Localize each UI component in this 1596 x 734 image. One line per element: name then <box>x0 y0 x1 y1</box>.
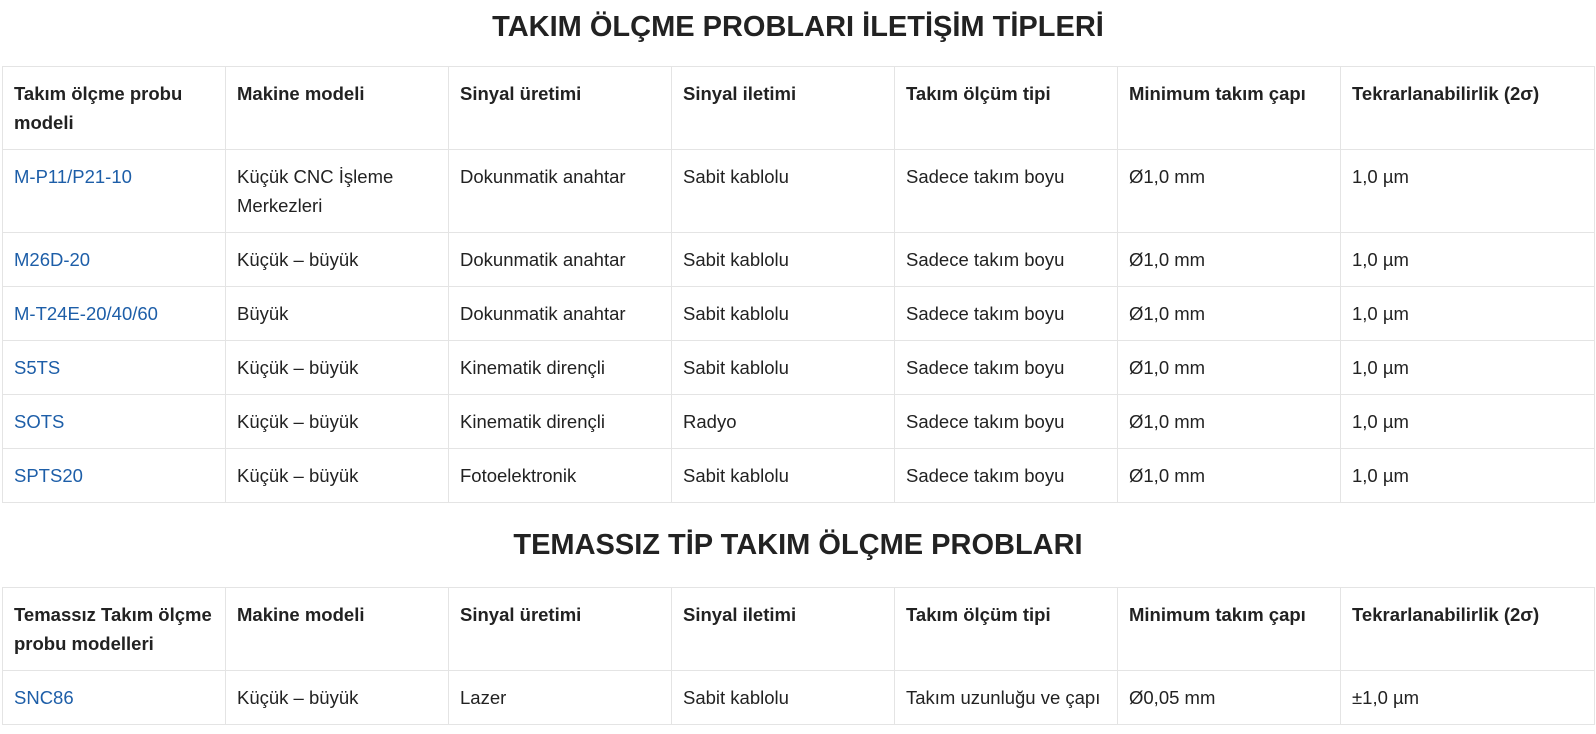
column-header-repeatability: Tekrarlanabilirlik (2σ) <box>1341 67 1595 150</box>
column-header-signal-transmission: Sinyal iletimi <box>672 588 895 671</box>
probe-model-cell <box>3 671 226 725</box>
column-header-signal-generation: Sinyal üretimi <box>449 588 672 671</box>
table-row <box>3 341 1595 395</box>
machine-model-cell: Küçük CNC İşleme Merkezleri <box>226 150 449 233</box>
signal-transmission-cell: Sabit kablolu <box>672 287 895 341</box>
non-contact-probes-table <box>2 587 1595 725</box>
column-header-probe-model: Temassız Takım ölçme probu modelleri <box>3 588 226 671</box>
min-tool-diameter-cell: Ø1,0 mm <box>1118 233 1341 287</box>
probe-model-cell <box>3 341 226 395</box>
column-header-machine-model: Makine modeli <box>226 588 449 671</box>
measurement-type-cell: Sadece takım boyu <box>895 449 1118 503</box>
probe-model-cell <box>3 287 226 341</box>
column-header-min-tool-diameter: Minimum takım çapı <box>1118 67 1341 150</box>
table-header-row <box>3 67 1595 150</box>
min-tool-diameter-cell: Ø1,0 mm <box>1118 287 1341 341</box>
repeatability-cell: 1,0 µm <box>1341 341 1595 395</box>
column-header-measurement-type: Takım ölçüm tipi <box>895 67 1118 150</box>
probe-model-cell <box>3 449 226 503</box>
probe-model-link[interactable]: SPTS20 <box>14 465 83 486</box>
column-header-signal-generation: Sinyal üretimi <box>449 67 672 150</box>
signal-generation-cell: Dokunmatik anahtar <box>449 287 672 341</box>
machine-model-cell: Küçük – büyük <box>226 671 449 725</box>
probe-model-cell <box>3 233 226 287</box>
signal-transmission-cell: Sabit kablolu <box>672 233 895 287</box>
probe-model-link[interactable]: S5TS <box>14 357 61 378</box>
probe-model-link[interactable]: M26D-20 <box>14 249 91 270</box>
measurement-type-cell: Sadece takım boyu <box>895 150 1118 233</box>
measurement-type-cell: Sadece takım boyu <box>895 395 1118 449</box>
table-header-row <box>3 588 1595 671</box>
section-title-non-contact-probes: TEMASSIZ TİP TAKIM ÖLÇME PROBLARI <box>513 529 1083 561</box>
repeatability-cell: 1,0 µm <box>1341 150 1595 233</box>
min-tool-diameter-cell: Ø0,05 mm <box>1118 671 1341 725</box>
table-row <box>3 287 1595 341</box>
machine-model-cell: Büyük <box>226 287 449 341</box>
signal-generation-cell: Dokunmatik anahtar <box>449 150 672 233</box>
probe-model-link[interactable]: SNC86 <box>14 687 74 708</box>
column-header-repeatability: Tekrarlanabilirlik (2σ) <box>1341 588 1595 671</box>
probe-model-cell <box>3 150 226 233</box>
communication-types-table <box>2 66 1595 503</box>
column-header-machine-model: Makine modeli <box>226 67 449 150</box>
min-tool-diameter-cell: Ø1,0 mm <box>1118 341 1341 395</box>
signal-generation-cell: Lazer <box>449 671 672 725</box>
probe-model-cell <box>3 395 226 449</box>
table-row <box>3 671 1595 725</box>
min-tool-diameter-cell: Ø1,0 mm <box>1118 150 1341 233</box>
table-row <box>3 449 1595 503</box>
probe-model-link[interactable]: M-P11/P21-10 <box>14 166 132 187</box>
machine-model-cell: Küçük – büyük <box>226 449 449 503</box>
signal-transmission-cell: Radyo <box>672 395 895 449</box>
signal-transmission-cell: Sabit kablolu <box>672 671 895 725</box>
measurement-type-cell: Takım uzunluğu ve çapı <box>895 671 1118 725</box>
machine-model-cell: Küçük – büyük <box>226 341 449 395</box>
signal-transmission-cell: Sabit kablolu <box>672 150 895 233</box>
column-header-min-tool-diameter: Minimum takım çapı <box>1118 588 1341 671</box>
probe-model-link[interactable]: SOTS <box>14 411 65 432</box>
repeatability-cell: 1,0 µm <box>1341 287 1595 341</box>
signal-transmission-cell: Sabit kablolu <box>672 341 895 395</box>
signal-generation-cell: Dokunmatik anahtar <box>449 233 672 287</box>
measurement-type-cell: Sadece takım boyu <box>895 341 1118 395</box>
repeatability-cell: 1,0 µm <box>1341 395 1595 449</box>
column-header-signal-transmission: Sinyal iletimi <box>672 67 895 150</box>
measurement-type-cell: Sadece takım boyu <box>895 287 1118 341</box>
table-row <box>3 233 1595 287</box>
column-header-probe-model: Takım ölçme probu modeli <box>3 67 226 150</box>
signal-generation-cell: Kinematik dirençli <box>449 341 672 395</box>
signal-generation-cell: Fotoelektronik <box>449 449 672 503</box>
repeatability-cell: 1,0 µm <box>1341 233 1595 287</box>
signal-transmission-cell: Sabit kablolu <box>672 449 895 503</box>
min-tool-diameter-cell: Ø1,0 mm <box>1118 395 1341 449</box>
table-row <box>3 150 1595 233</box>
table-row <box>3 395 1595 449</box>
min-tool-diameter-cell: Ø1,0 mm <box>1118 449 1341 503</box>
measurement-type-cell: Sadece takım boyu <box>895 233 1118 287</box>
repeatability-cell: ±1,0 µm <box>1341 671 1595 725</box>
repeatability-cell: 1,0 µm <box>1341 449 1595 503</box>
machine-model-cell: Küçük – büyük <box>226 233 449 287</box>
probe-model-link[interactable]: M-T24E-20/40/60 <box>14 303 158 324</box>
column-header-measurement-type: Takım ölçüm tipi <box>895 588 1118 671</box>
signal-generation-cell: Kinematik dirençli <box>449 395 672 449</box>
machine-model-cell: Küçük – büyük <box>226 395 449 449</box>
section-title-communication-types: TAKIM ÖLÇME PROBLARI İLETİŞİM TİPLERİ <box>492 11 1104 43</box>
